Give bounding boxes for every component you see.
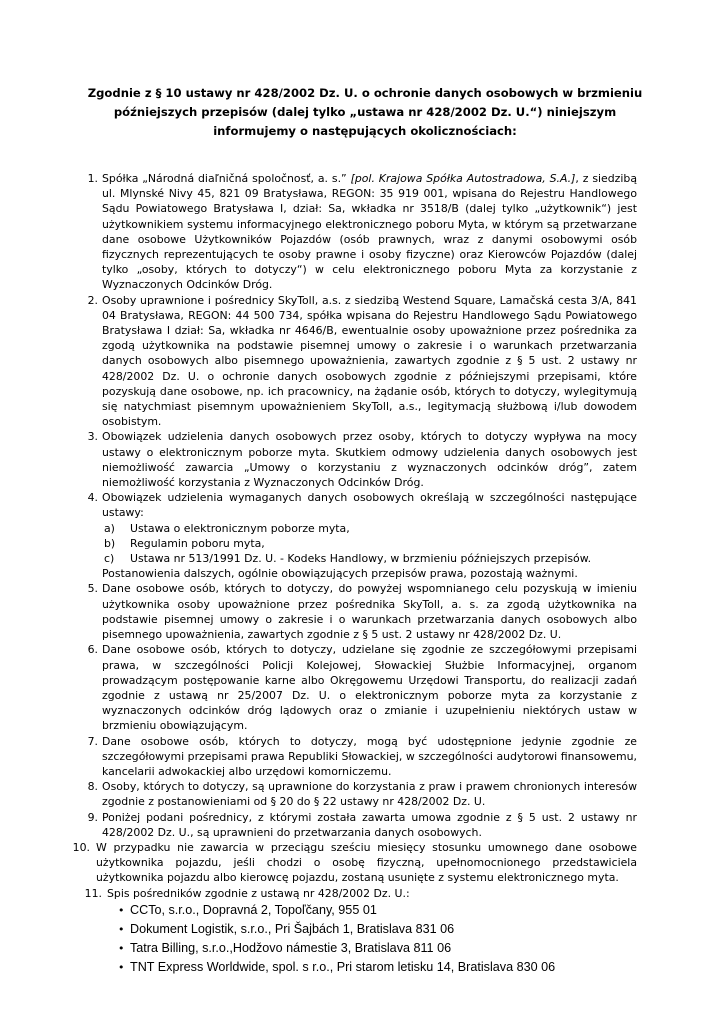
intermediary-item — [0, 939, 725, 958]
law-marker: b) — [104, 536, 116, 550]
list-item-3 — [0, 429, 725, 490]
item-text: Dane osobowe osób, których to dotyczy, mogą być udostępnione jedynie zgodnie ze szczegółowymi przepisami prawa Republiki Słowackiej, w szczególności audytorowi finansowemu, kancelarii adwokackiej albo urzędowi komorniczemu. — [102, 734, 637, 778]
law-text: Ustawa nr 513/1991 Dz. U. - Kodeks Handlowy, w brzmieniu późniejszych przepisów. — [130, 552, 592, 566]
list-item-10 — [0, 840, 725, 886]
item-text: Dane osobowe osób, których to dotyczy, udzielane się zgodnie ze szczegółowymi przepisami prawa, w szczególności Policji Kolejowej, Słowackiej Służbie Informacyjnej, organom prowadzącym postępowanie karne albo Okręgowemu Urzędowi Transportu, do realizacji zadań zgodnie z ustawą nr 25/2007 Dz. U. o elektronicznym poborze myta za korzystanie z wyznaczonych odcinków dróg lądowych oraz o zmianie i uzupełnieniu niektórych ustaw w brzmieniu obowiązującym. — [102, 643, 637, 733]
list-item-7 — [0, 734, 725, 780]
item-text: W przypadku nie zawarcia w przeciągu sześciu miesięcy stosunku umownego dane osobowe użytkownika pojazdu, jeśli chodzi o osobę fizyczną, upełnomocnionego przedstawiciela użytkownika pojazdu albo kierowcę pojazdu, zostaną usunięte z systemu elektronicznego myta. — [96, 840, 637, 885]
item-text: Spis pośredników zgodnie z ustawą nr 428/2002 Dz. U.: — [107, 886, 410, 900]
list-item-6 — [0, 642, 725, 733]
item-number: 3. — [87, 430, 98, 444]
intermediary-item — [0, 901, 725, 920]
bullet-icon: • — [118, 903, 125, 917]
list-item-8 — [0, 779, 725, 809]
law-item-b — [0, 536, 725, 551]
list-item-2 — [0, 293, 725, 430]
item-number: 6. — [87, 643, 98, 657]
intermediary-item — [0, 920, 725, 939]
item-text-part: Spółka „Národná diaľničná spoločnosť, a. s.” — [102, 172, 351, 185]
bullet-icon: • — [118, 960, 125, 974]
document-heading — [80, 84, 650, 141]
item-number: 5. — [87, 582, 98, 596]
item-text-part: , z siedzibą ul. Mlynské Nivy 45, 821 09 Bratysława, REGON: 35 919 001, wpisana do Rejestru Handlowego Sądu Powiatowego Bratysława I, dział: Sa, wkładka nr 3518/B (dalej tylko „użytkownik“) jest użytkownikiem systemu informacyjnego elektronicznego poboru Myta, w którym są przetwarzane dane osobowe Użytkowników Pojazdów (osób prawnych, wraz z danymi osobowymi osób fizycznych reprezentujących te osoby prawne i osoby fizyczne) oraz Kierowców Pojazdów (dalej tylko „osoby, których to dotyczy“) w celu elektronicznego poboru Myta za korzystanie z Wyznaczonych Odcinków Dróg. — [102, 172, 637, 292]
item-number: 2. — [87, 293, 98, 307]
intermediary-text: Tatra Billing, s.r.o.,Hodžovo námestie 3, Bratislava 811 06 — [130, 940, 452, 955]
law-text: Regulamin poboru myta, — [130, 536, 265, 550]
heading-line-2: późniejszych przepisów (dalej tylko „ustawa nr 428/2002 Dz. U.“) niniejszym — [113, 105, 617, 119]
item-number: 7. — [87, 734, 98, 748]
item-number: 1. — [87, 172, 98, 185]
intermediary-text: Dokument Logistik, s.r.o., Pri Šajbách 1, Bratislava 831 06 — [130, 921, 455, 936]
item-text: Obowiązek udzielenia danych osobowych przez osoby, których to dotyczy wypływa na mocy ustawy o elektronicznym poborze myta. Skutkiem odmowy udzielenia danych osobowych jest niemożliwość zawarcia „Umowy o korzystaniu z wyznaczonych odcinków dróg”, zatem niemożliwość korzystania z Wyznaczonych Odcinków Dróg. — [102, 430, 637, 490]
item-text: Osoby uprawnione i pośrednicy SkyToll, a.s. z siedzibą Westend Square, Lamačská cesta 3/A, 841 04 Bratysława, REGON: 44 500 734, spółka wpisana do Rejestru Handlowego Sądu Powiatowego Bratysława I dział: Sa, wkładka nr 4646/B, ewentualnie osoby upoważnione przez pośrednika za zgodą użytkownika na podstawie pisemnej umowy o zakresie i o warunkach przetwarzania danych osobowych albo pisemnego upoważnienia, zawartych zgodnie z § 5 ust. 2 ustawy nr 428/2002 Dz. U. o ochronie danych osobowych zgodnie z późniejszymi przepisami, które pozyskują dane osobowe, np. ich pracownicy, na żądanie osób, których to dotyczy, wylegitymują się natychmiast pisemnym upoważnieniem SkyToll, a.s., legitymacją służbową i/lub dowodem osobistym. — [102, 293, 637, 429]
law-item-a — [0, 521, 725, 536]
item-number: 4. — [87, 491, 98, 505]
law-text: Ustawa o elektronicznym poborze myta, — [130, 521, 350, 535]
intermediary-item — [0, 958, 725, 977]
heading-line-3: informujemy o następujących okolicznościach: — [213, 124, 517, 138]
laws-note: Postanowienia dalszych, ogólnie obowiązujących przepisów prawa, pozostają ważnymi. — [102, 567, 578, 581]
intermediary-text: TNT Express Worldwide, spol. s r.o., Pri starom letisku 14, Bratislava 830 06 — [130, 959, 556, 974]
list-item-11 — [0, 886, 725, 901]
law-marker: a) — [104, 521, 115, 535]
item-text: Obowiązek udzielenia wymaganych danych osobowych określają w szczególności następujące ustawy: — [102, 491, 637, 520]
list-item-4 — [0, 490, 725, 520]
item-text: Dane osobowe osób, których to dotyczy, do powyżej wspomnianego celu pozyskują w imieniu użytkownika osoby upoważnione przez pośrednika SkyToll, a. s. za zgodą użytkownika na podstawie pisemnej umowy o zakresie i o warunkach przetwarzania danych osobowych albo pisemnego upoważnienia, zawartych zgodnie z § 5 ust. 2 ustawy nr 428/2002 Dz. U. — [102, 582, 637, 642]
list-item-5 — [0, 581, 725, 642]
item-text-italic: [pol. Krajowa Spółka Autostradowa, S.A.] — [350, 172, 576, 185]
heading-line-1: Zgodnie z § 10 ustawy nr 428/2002 Dz. U. o ochronie danych osobowych w brzmieniu — [87, 86, 643, 100]
item-number: 11. — [84, 886, 102, 900]
numbered-list — [0, 171, 725, 977]
item-number: 8. — [87, 780, 98, 794]
law-marker: c) — [104, 552, 115, 566]
item-text: Poniżej podani pośrednicy, z którymi została zawarta umowa zgodnie z § 5 ust. 2 ustawy nr 428/2002 Dz. U., są uprawnieni do przetwarzania danych osobowych. — [102, 810, 637, 839]
bullet-icon: • — [118, 922, 125, 936]
item-number: 10. — [72, 840, 90, 854]
item-number: 9. — [87, 810, 98, 824]
item-text — [102, 171, 637, 293]
bullet-icon: • — [118, 941, 125, 955]
item-text: Osoby, których to dotyczy, są uprawnione do korzystania z praw i prawem chronionych interesów zgodnie z postanowieniami od § 20 do § 22 ustawy nr 428/2002 Dz. U. — [102, 780, 637, 809]
list-item-1 — [0, 171, 725, 293]
law-item-c — [0, 551, 725, 566]
intermediary-text: CCTo, s.r.o., Dopravná 2, Topoľčany, 955 01 — [130, 902, 377, 917]
list-item-9 — [0, 810, 725, 840]
